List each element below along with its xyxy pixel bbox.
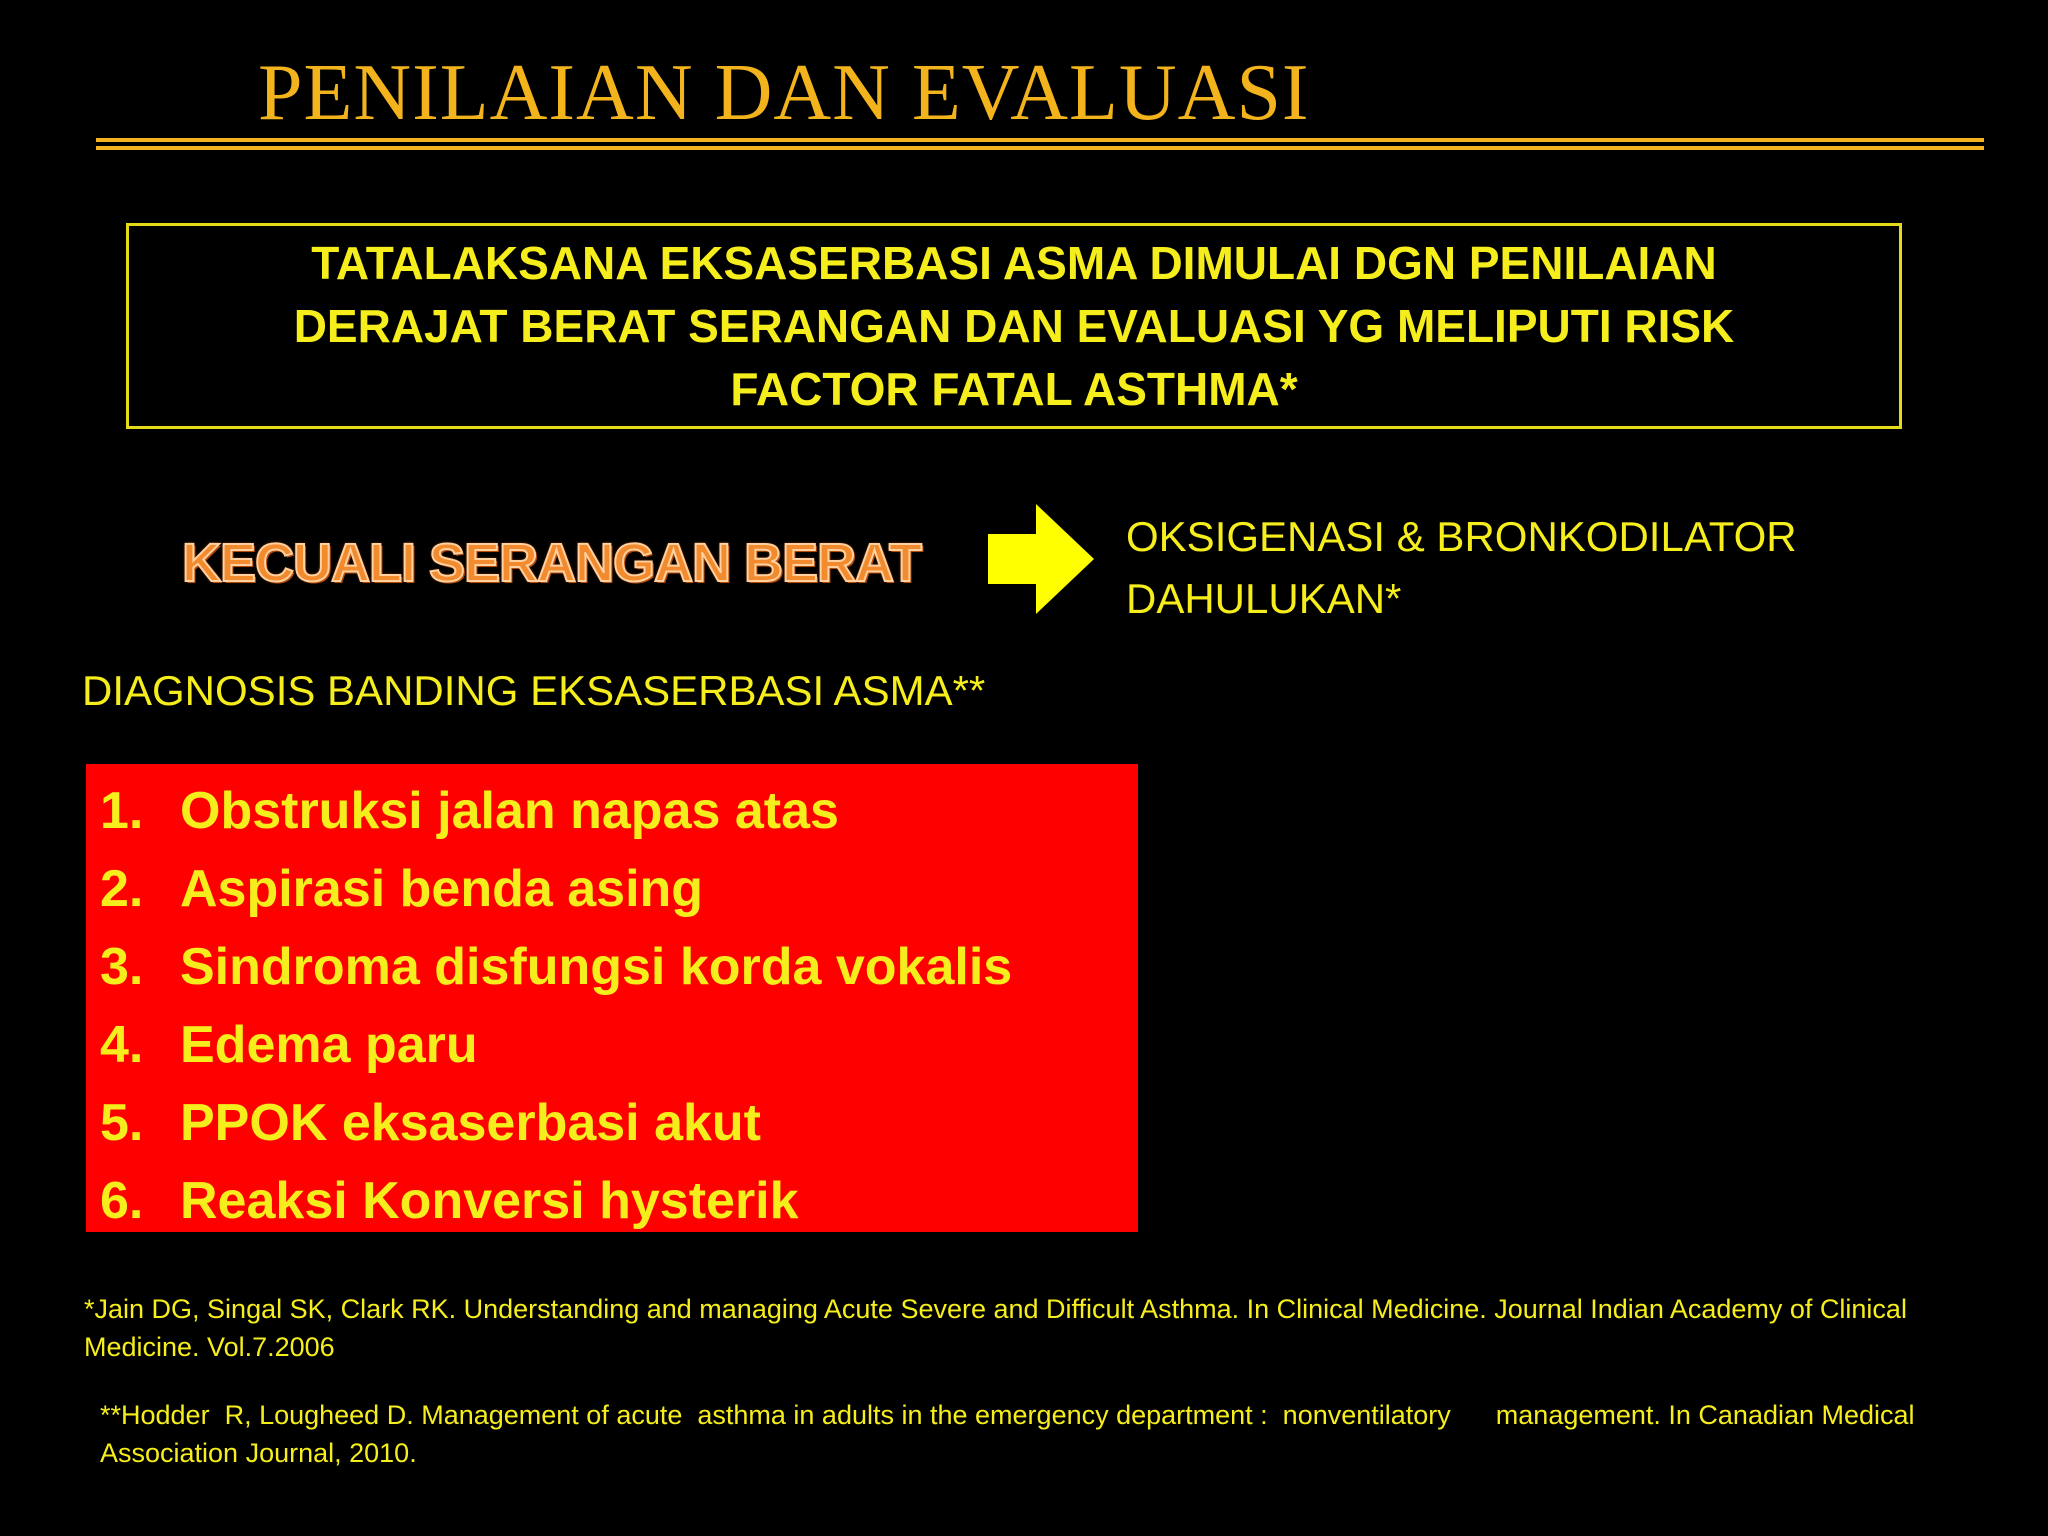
list-item-number: 2. bbox=[100, 860, 144, 918]
slide-title: PENILAIAN DAN EVALUASI bbox=[258, 49, 1310, 137]
list-item-text: Aspirasi benda asing bbox=[180, 860, 704, 918]
list-item-text: Sindroma disfungsi korda vokalis bbox=[180, 938, 1013, 996]
list-item-number: 3. bbox=[100, 938, 144, 996]
list-item bbox=[100, 928, 1012, 1006]
differential-heading: DIAGNOSIS BANDING EKSASERBASI ASMA** bbox=[82, 667, 986, 714]
list-item-number: 6. bbox=[100, 1172, 144, 1230]
exception-label: KECUALI SERANGAN BERAT bbox=[182, 533, 922, 593]
list-item-text: PPOK eksaserbasi akut bbox=[180, 1094, 761, 1152]
list-item-text: Edema paru bbox=[180, 1016, 478, 1074]
differential-list-box bbox=[86, 764, 1138, 1232]
list-item-number: 5. bbox=[100, 1094, 144, 1152]
exception-result: OKSIGENASI & BRONKODILATOR DAHULUKAN* bbox=[1126, 513, 1797, 622]
list-item bbox=[100, 772, 1012, 850]
list-item bbox=[100, 850, 1012, 928]
list-item-number: 1. bbox=[100, 782, 144, 840]
differential-list bbox=[100, 772, 1012, 1240]
intro-text: TATALAKSANA EKSASERBASI ASMA DIMULAI DGN PENILAIAN DERAJAT BERAT SERANGAN DAN EVALUASI YG MELIPUTI RISK FACTOR FATAL ASTHMA* bbox=[293, 236, 1735, 415]
list-item bbox=[100, 1084, 1012, 1162]
reference-2: **Hodder R, Lougheed D. Management of acute asthma in adults in the emergency department : nonventilatory management. In Canadian Medical Association Journal, 2010. bbox=[100, 1400, 1921, 1468]
list-item-number: 4. bbox=[100, 1016, 144, 1074]
list-item-text: Reaksi Konversi hysterik bbox=[180, 1172, 799, 1230]
reference-1: *Jain DG, Singal SK, Clark RK. Understanding and managing Acute Severe and Difficult Asthma. In Clinical Medicine. Journal Indian Academy of Clinical Medicine. Vol.7.2006 bbox=[84, 1294, 1907, 1362]
right-arrow-icon bbox=[988, 504, 1094, 614]
title-divider bbox=[96, 138, 1984, 142]
title-divider-secondary bbox=[96, 146, 1984, 150]
list-item-text: Obstruksi jalan napas atas bbox=[180, 782, 839, 840]
intro-box bbox=[126, 223, 1902, 429]
list-item bbox=[100, 1162, 1012, 1240]
list-item bbox=[100, 1006, 1012, 1084]
